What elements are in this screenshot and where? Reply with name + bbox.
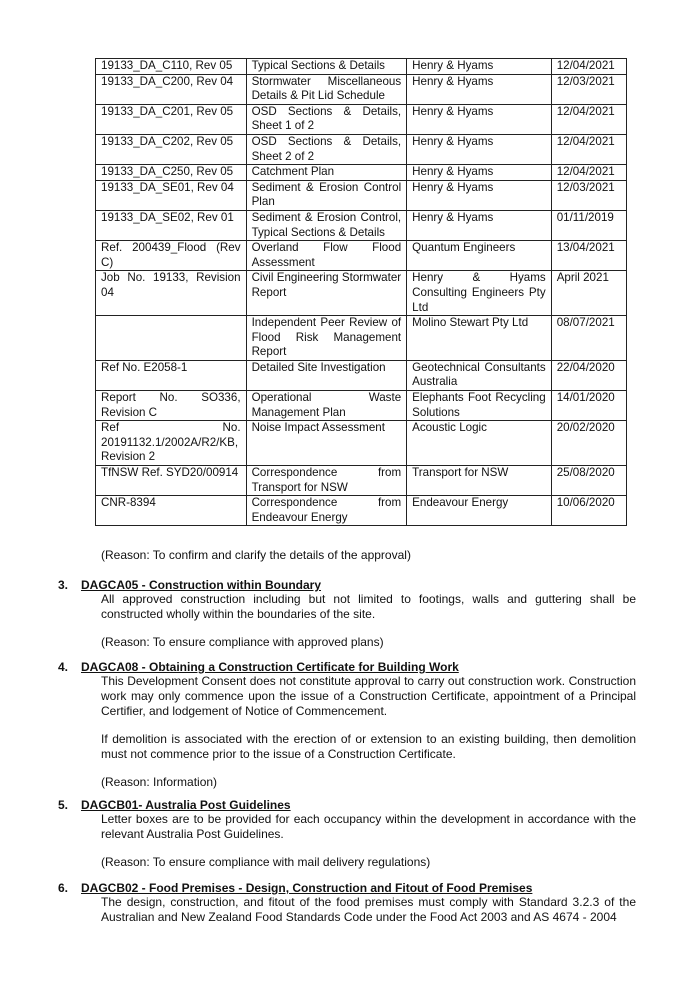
cell-prepared-by: Henry & Hyams Consulting Engineers Pty Ltd — [407, 271, 552, 316]
cell-date: 10/06/2020 — [551, 496, 626, 526]
cell-prepared-by: Molino Stewart Pty Ltd — [407, 316, 552, 361]
cell-date: 12/04/2021 — [551, 59, 626, 75]
cell-date: 01/11/2019 — [551, 210, 626, 240]
cell-prepared-by: Henry & Hyams — [407, 165, 552, 181]
table-row — [96, 241, 627, 271]
cell-reference: CNR-8394 — [96, 496, 247, 526]
cell-date: 12/04/2021 — [551, 165, 626, 181]
cell-date: April 2021 — [551, 271, 626, 316]
table-body — [96, 59, 627, 526]
condition-body — [101, 592, 636, 663]
cell-document-title: Overland Flow Flood Assessment — [246, 241, 407, 271]
cell-document-title: Civil Engineering Stormwater Report — [246, 271, 407, 316]
cell-date: 08/07/2021 — [551, 316, 626, 361]
cell-document-title: Correspondence from Transport for NSW — [246, 466, 407, 496]
cell-reference: Job No. 19133, Revision 04 — [96, 271, 247, 316]
cell-date: 14/01/2020 — [551, 391, 626, 421]
cell-document-title: OSD Sections & Details, Sheet 2 of 2 — [246, 134, 407, 164]
cell-document-title: Sediment & Erosion Control Plan — [246, 180, 407, 210]
cell-reference: Ref No. 20191132.1/2002A/R2/KB, Revision 2 — [96, 421, 247, 466]
cell-date: 22/04/2020 — [551, 360, 626, 390]
condition-number: 4. — [58, 660, 69, 674]
cell-reference: 19133_DA_C200, Rev 04 — [96, 74, 247, 104]
cell-document-title: OSD Sections & Details, Sheet 1 of 2 — [246, 104, 407, 134]
cell-document-title: Stormwater Miscellaneous Details & Pit Lid Schedule — [246, 74, 407, 104]
paragraph: If demolition is associated with the erection of or extension to an existing building, then demolition must not commence prior to the issue of a Construction Certificate. — [101, 732, 636, 761]
cell-reference: Ref No. E2058-1 — [96, 360, 247, 390]
cell-prepared-by: Geotechnical Consultants Australia — [407, 360, 552, 390]
cell-date: 25/08/2020 — [551, 466, 626, 496]
cell-date: 20/02/2020 — [551, 421, 626, 466]
table-row — [96, 180, 627, 210]
table-row — [96, 165, 627, 181]
paragraph: The design, construction, and fitout of the food premises must comply with Standard 3.2.3 of the Australian and New Zealand Food Standards Code under the Food Act 2003 and AS 4674 - 2004 — [101, 895, 636, 924]
cell-document-title: Noise Impact Assessment — [246, 421, 407, 466]
paragraph: All approved construction including but not limited to footings, walls and guttering shall be constructed wholly within the boundaries of the site. — [101, 592, 636, 621]
table-row — [96, 466, 627, 496]
table-row — [96, 421, 627, 466]
table-row — [96, 271, 627, 316]
condition-title: DAGCB02 - Food Premises - Design, Construction and Fitout of Food Premises — [81, 881, 533, 895]
cell-prepared-by: Transport for NSW — [407, 466, 552, 496]
cell-reference: 19133_DA_C250, Rev 05 — [96, 165, 247, 181]
condition-number: 5. — [58, 798, 69, 812]
table-row — [96, 496, 627, 526]
cell-prepared-by: Henry & Hyams — [407, 134, 552, 164]
table-row — [96, 360, 627, 390]
reason-note: (Reason: To ensure compliance with approved plans) — [101, 635, 384, 649]
cell-date: 12/04/2021 — [551, 104, 626, 134]
cell-reference: 19133_DA_C202, Rev 05 — [96, 134, 247, 164]
cell-reference: 19133_DA_C110, Rev 05 — [96, 59, 247, 75]
cell-reference: 19133_DA_SE01, Rev 04 — [96, 180, 247, 210]
cell-date: 12/03/2021 — [551, 74, 626, 104]
cell-document-title: Independent Peer Review of Flood Risk Management Report — [246, 316, 407, 361]
cell-document-title: Operational Waste Management Plan — [246, 391, 407, 421]
cell-prepared-by: Endeavour Energy — [407, 496, 552, 526]
condition-body — [101, 812, 636, 883]
table-row — [96, 134, 627, 164]
cell-prepared-by: Henry & Hyams — [407, 74, 552, 104]
cell-date: 12/03/2021 — [551, 180, 626, 210]
table-row — [96, 74, 627, 104]
cell-document-title: Typical Sections & Details — [246, 59, 407, 75]
cell-reference: 19133_DA_SE02, Rev 01 — [96, 210, 247, 240]
cell-prepared-by: Acoustic Logic — [407, 421, 552, 466]
cell-prepared-by: Elephants Foot Recycling Solutions — [407, 391, 552, 421]
condition-title: DAGCA05 - Construction within Boundary — [81, 578, 321, 592]
paragraph: This Development Consent does not constitute approval to carry out construction work. Construction work may only commence upon the issue of a Construction Certificate, appointment of a Principal Certifier, and lodgement of Notice of Commencement. — [101, 674, 636, 718]
cell-document-title: Catchment Plan — [246, 165, 407, 181]
table-row — [96, 104, 627, 134]
table-row — [96, 391, 627, 421]
cell-document-title: Correspondence from Endeavour Energy — [246, 496, 407, 526]
condition-body — [101, 895, 636, 938]
approved-documents-table — [95, 58, 627, 526]
cell-prepared-by: Henry & Hyams — [407, 104, 552, 134]
cell-document-title: Detailed Site Investigation — [246, 360, 407, 390]
cell-reference: 19133_DA_C201, Rev 05 — [96, 104, 247, 134]
condition-number: 3. — [58, 578, 69, 592]
paragraph: Letter boxes are to be provided for each occupancy within the development in accordance with the relevant Australia Post Guidelines. — [101, 812, 636, 841]
table-row — [96, 210, 627, 240]
cell-prepared-by: Henry & Hyams — [407, 59, 552, 75]
cell-reference: Report No. SO336, Revision C — [96, 391, 247, 421]
reason-note: (Reason: To ensure compliance with mail delivery regulations) — [101, 855, 431, 869]
cell-prepared-by: Quantum Engineers — [407, 241, 552, 271]
cell-date: 12/04/2021 — [551, 134, 626, 164]
table-row — [96, 59, 627, 75]
cell-document-title: Sediment & Erosion Control, Typical Sections & Details — [246, 210, 407, 240]
condition-body — [101, 674, 636, 803]
table-row — [96, 316, 627, 361]
cell-reference: TfNSW Ref. SYD20/00914 — [96, 466, 247, 496]
cell-prepared-by: Henry & Hyams — [407, 180, 552, 210]
condition-title: DAGCA08 - Obtaining a Construction Certificate for Building Work — [81, 660, 459, 674]
cell-reference — [96, 316, 247, 361]
condition-title: DAGCB01- Australia Post Guidelines — [81, 798, 291, 812]
cell-prepared-by: Henry & Hyams — [407, 210, 552, 240]
reason-note: (Reason: To confirm and clarify the details of the approval) — [101, 548, 411, 562]
cell-reference: Ref. 200439_Flood (Rev C) — [96, 241, 247, 271]
cell-date: 13/04/2021 — [551, 241, 626, 271]
condition-number: 6. — [58, 881, 69, 895]
reason-note: (Reason: Information) — [101, 775, 218, 789]
